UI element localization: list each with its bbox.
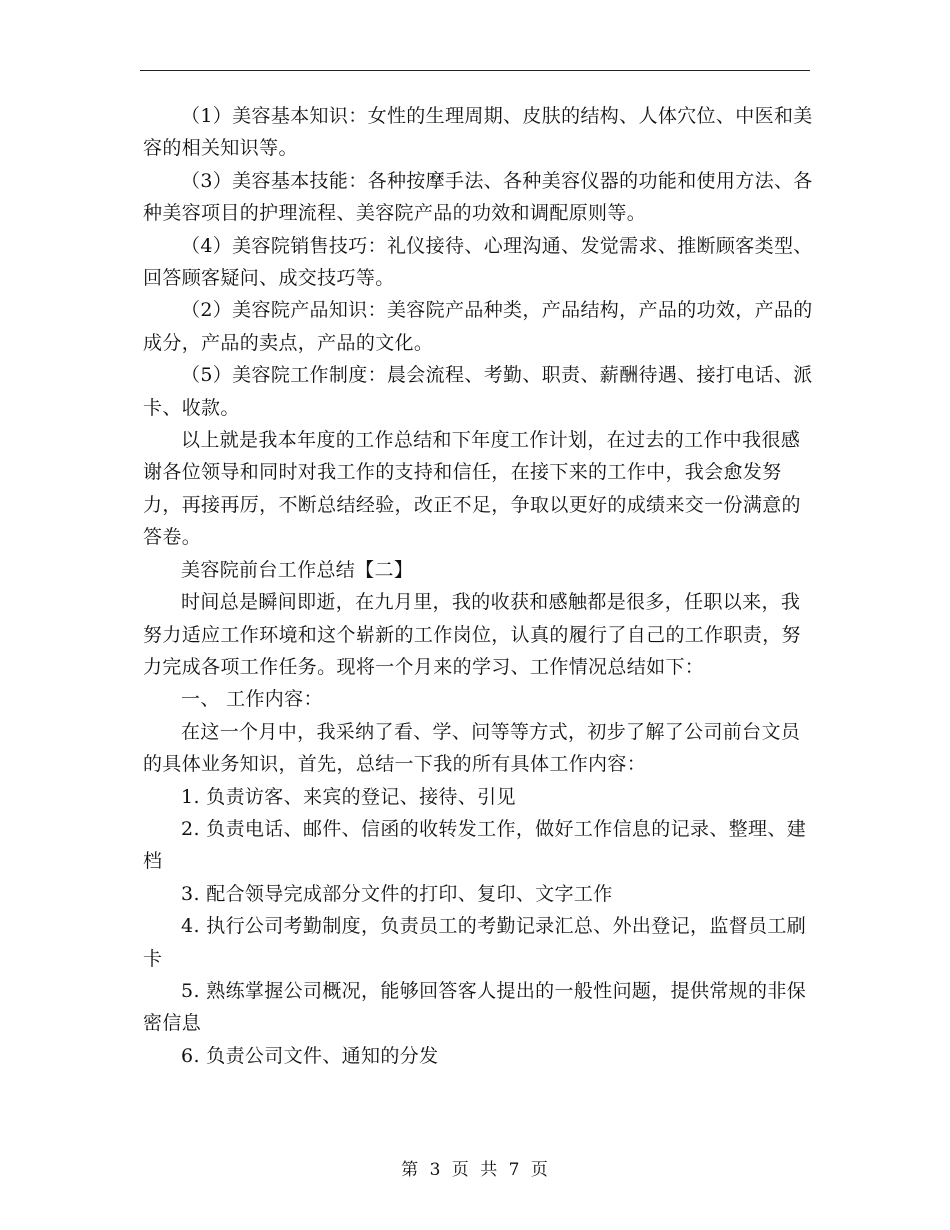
paragraph-intro: 时间总是瞬间即逝，在九月里，我的收获和感触都是很多，任职以来，我努力适应工作环境和这个崭新的工作岗位，认真的履行了自己的工作职责，努力完成各项工作任务。现将一个月来的学习、工作情况总结如下： (143, 591, 801, 678)
list-item-1: 1. 负责访客、来宾的登记、接待、引见 (181, 785, 516, 808)
subheading-work-content: 一、 工作内容： (181, 688, 323, 711)
paragraph-beauty-basic-skills: （3）美容基本技能：各种按摩手法、各种美容仪器的功能和使用方法、各种美容项目的护理流程、美容院产品的功效和调配原则等。 (143, 169, 813, 225)
paragraph-work-system: （5）美容院工作制度：晨会流程、考勤、职责、薪酬待遇、接打电话、派卡、收款。 (143, 364, 813, 419)
page-number-footer: 第 3 页 共 7 页 (401, 1160, 549, 1180)
section-heading-two: 美容院前台工作总结【二】 (181, 558, 414, 581)
paragraph-beauty-basic-knowledge: （1）美容基本知识：女性的生理周期、皮肤的结构、人体穴位、中医和美容的相关知识等。 (143, 105, 813, 160)
header-rule (140, 70, 810, 71)
paragraph-product-knowledge: （2）美容院产品知识：美容院产品种类，产品结构，产品的功效，产品的成分，产品的卖点，产品的文化。 (143, 299, 813, 354)
list-item-6: 6. 负责公司文件、通知的分发 (181, 1044, 439, 1067)
document-body (143, 100, 813, 1072)
list-item-3: 3. 配合领导完成部分文件的打印、复印、文字工作 (181, 882, 613, 905)
paragraph-sales-skills: （4）美容院销售技巧：礼仪接待、心理沟通、发觉需求、推断顾客类型、回答顾客疑问、成交技巧等。 (143, 234, 813, 290)
list-item-5: 5. 熟练掌握公司概况，能够回答客人提出的一般性问题，提供常规的非保密信息 (143, 979, 807, 1035)
paragraph-work-summary: 在这一个月中，我采纳了看、学、问等等方式，初步了解了公司前台文员的具体业务知识，首先，总结一下我的所有具体工作内容： (143, 720, 801, 776)
paragraph-conclusion: 以上就是我本年度的工作总结和下年度工作计划，在过去的工作中我很感谢各位领导和同时对我工作的支持和信任，在接下来的工作中，我会愈发努力，再接再厉，不断总结经验，改正不足，争取以更好的成绩来交一份满意的答卷。 (143, 429, 801, 549)
list-item-4: 4. 执行公司考勤制度，负责员工的考勤记录汇总、外出登记，监督员工刷卡 (143, 915, 807, 970)
list-item-2: 2. 负责电话、邮件、信函的收转发工作，做好工作信息的记录、整理、建档 (143, 817, 807, 873)
